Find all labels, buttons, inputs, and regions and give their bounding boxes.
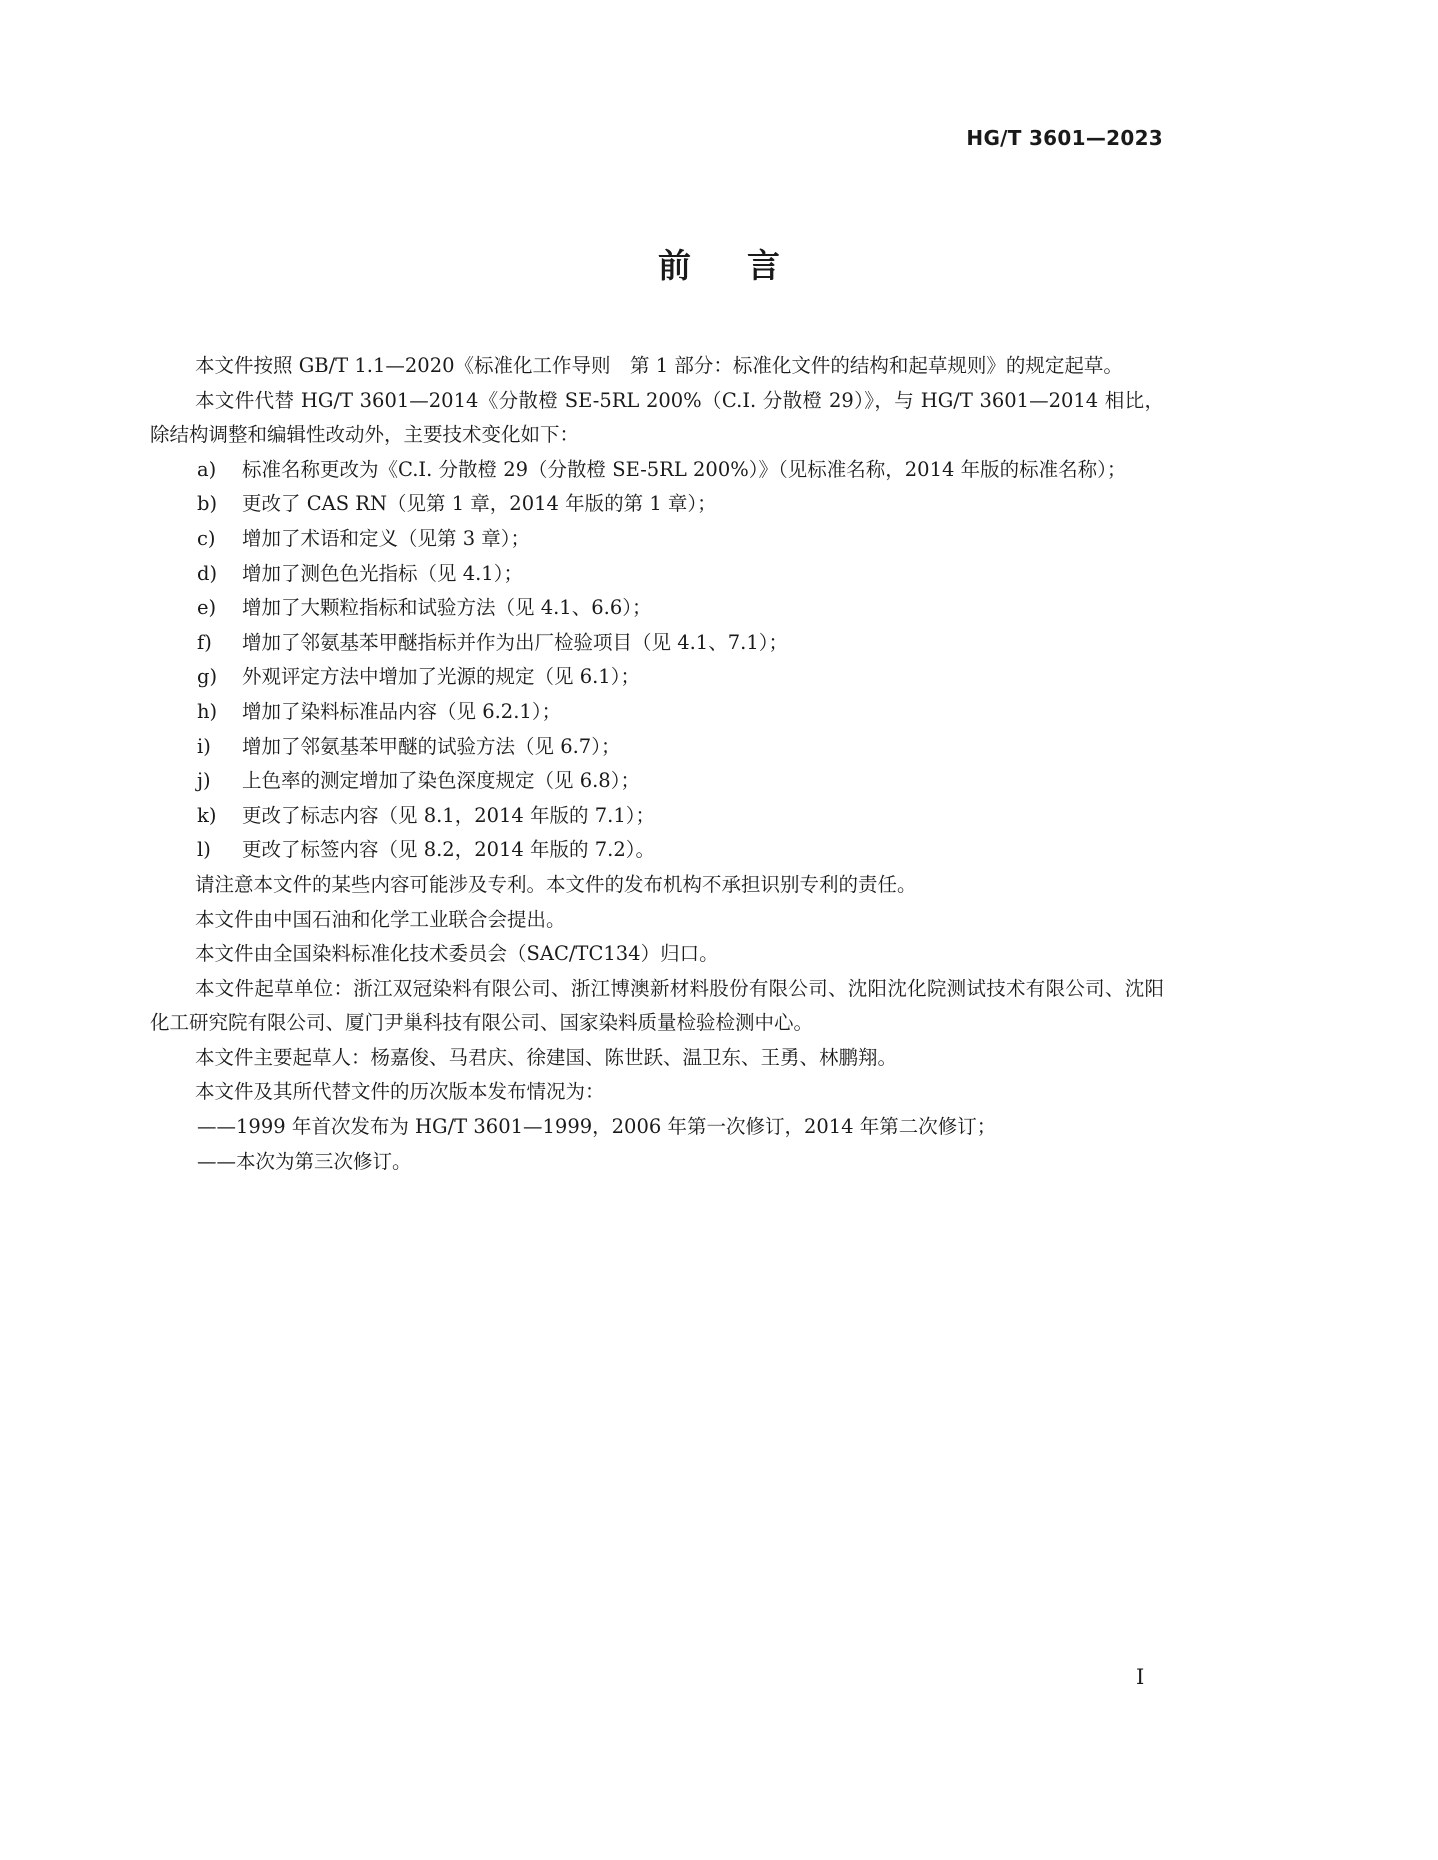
standard-code: HG/T 3601—2023 — [966, 126, 1163, 150]
list-item-label: i) — [197, 734, 211, 758]
list-item-label: k) — [197, 803, 217, 827]
list-item-label: h) — [197, 699, 218, 723]
list-item-label: e) — [197, 596, 217, 620]
list-item-text: 增加了大颗粒指标和试验方法（见 4.1、6.6）； — [242, 596, 652, 620]
list-item — [150, 626, 1164, 661]
list-item-text: 外观评定方法中增加了光源的规定（见 6.1）； — [242, 665, 640, 689]
list-item-label: c) — [197, 526, 216, 550]
proposer-paragraph: 本文件由中国石油和化学工业联合会提出。 — [195, 907, 566, 931]
list-item — [150, 799, 1164, 834]
list-item-text: 更改了标签内容（见 8.2，2014 年版的 7.2）。 — [242, 838, 655, 862]
list-item-label: l) — [197, 838, 211, 862]
list-item — [150, 695, 1164, 730]
list-item-text: 增加了邻氨基苯甲醚指标并作为出厂检验项目（见 4.1、7.1）； — [242, 630, 788, 654]
list-item-text: 增加了染料标准品内容（见 6.2.1）； — [242, 699, 562, 723]
list-item — [150, 557, 1164, 592]
history-intro-paragraph: 本文件及其所代替文件的历次版本发布情况为： — [195, 1080, 605, 1104]
list-item-text: 更改了标志内容（见 8.1，2014 年版的 7.1）； — [242, 803, 655, 827]
list-item-text: 增加了测色色光指标（见 4.1）； — [242, 561, 523, 585]
list-item — [150, 487, 1164, 522]
list-item — [150, 591, 1164, 626]
list-item — [150, 764, 1164, 799]
history-item: ——本次为第三次修订。 — [197, 1149, 412, 1173]
list-item — [150, 522, 1164, 557]
committee-paragraph: 本文件由全国染料标准化技术委员会（SAC/TC134）归口。 — [195, 942, 719, 966]
intro-paragraph-2: 本文件代替 HG/T 3601—2014《分散橙 SE-5RL 200%（C.I. 分散橙 29）》，与 HG/T 3601—2014 相比，除结构调整和编辑性改动外，主要技术变化如下： — [150, 388, 1164, 447]
page-number: I — [1136, 1665, 1145, 1689]
drafting-units-paragraph: 本文件起草单位：浙江双冠染料有限公司、浙江博澳新材料股份有限公司、沈阳沈化院测试技术有限公司、沈阳化工研究院有限公司、厦门尹巢科技有限公司、国家染料质量检验检测中心。 — [150, 976, 1164, 1035]
list-item-label: a) — [197, 457, 217, 481]
list-item — [150, 730, 1164, 765]
list-item-text: 增加了邻氨基苯甲醚的试验方法（见 6.7）； — [242, 734, 621, 758]
list-item-text: 更改了 CAS RN（见第 1 章，2014 年版的第 1 章）； — [242, 492, 717, 516]
list-item-text: 上色率的测定增加了染色深度规定（见 6.8）； — [242, 769, 640, 793]
change-list — [150, 453, 1164, 868]
list-item — [150, 833, 1164, 868]
list-item-label: d) — [197, 561, 218, 585]
patent-notice: 请注意本文件的某些内容可能涉及专利。本文件的发布机构不承担识别专利的责任。 — [195, 872, 917, 896]
list-item — [150, 660, 1164, 695]
history-item: ——1999 年首次发布为 HG/T 3601—1999，2006 年第一次修订，2014 年第二次修订； — [197, 1115, 997, 1139]
list-item-label: f) — [197, 630, 212, 654]
page-title: 前言 — [658, 246, 836, 285]
list-item — [150, 453, 1164, 488]
list-item-label: j) — [197, 769, 211, 793]
intro-paragraph-1: 本文件按照 GB/T 1.1—2020《标准化工作导则 第 1 部分：标准化文件的结构和起草规则》的规定起草。 — [195, 354, 1123, 377]
list-item-label: g) — [197, 665, 218, 689]
foreword-body — [150, 349, 1164, 1179]
list-item-text: 标准名称更改为《C.I. 分散橙 29（分散橙 SE-5RL 200%）》（见标准名称，2014 年版的标准名称）； — [242, 457, 1127, 481]
list-item-label: b) — [197, 492, 218, 516]
drafters-paragraph: 本文件主要起草人：杨嘉俊、马君庆、徐建国、陈世跃、温卫东、王勇、林鹏翔。 — [195, 1045, 898, 1069]
list-item-text: 增加了术语和定义（见第 3 章）； — [242, 526, 531, 550]
